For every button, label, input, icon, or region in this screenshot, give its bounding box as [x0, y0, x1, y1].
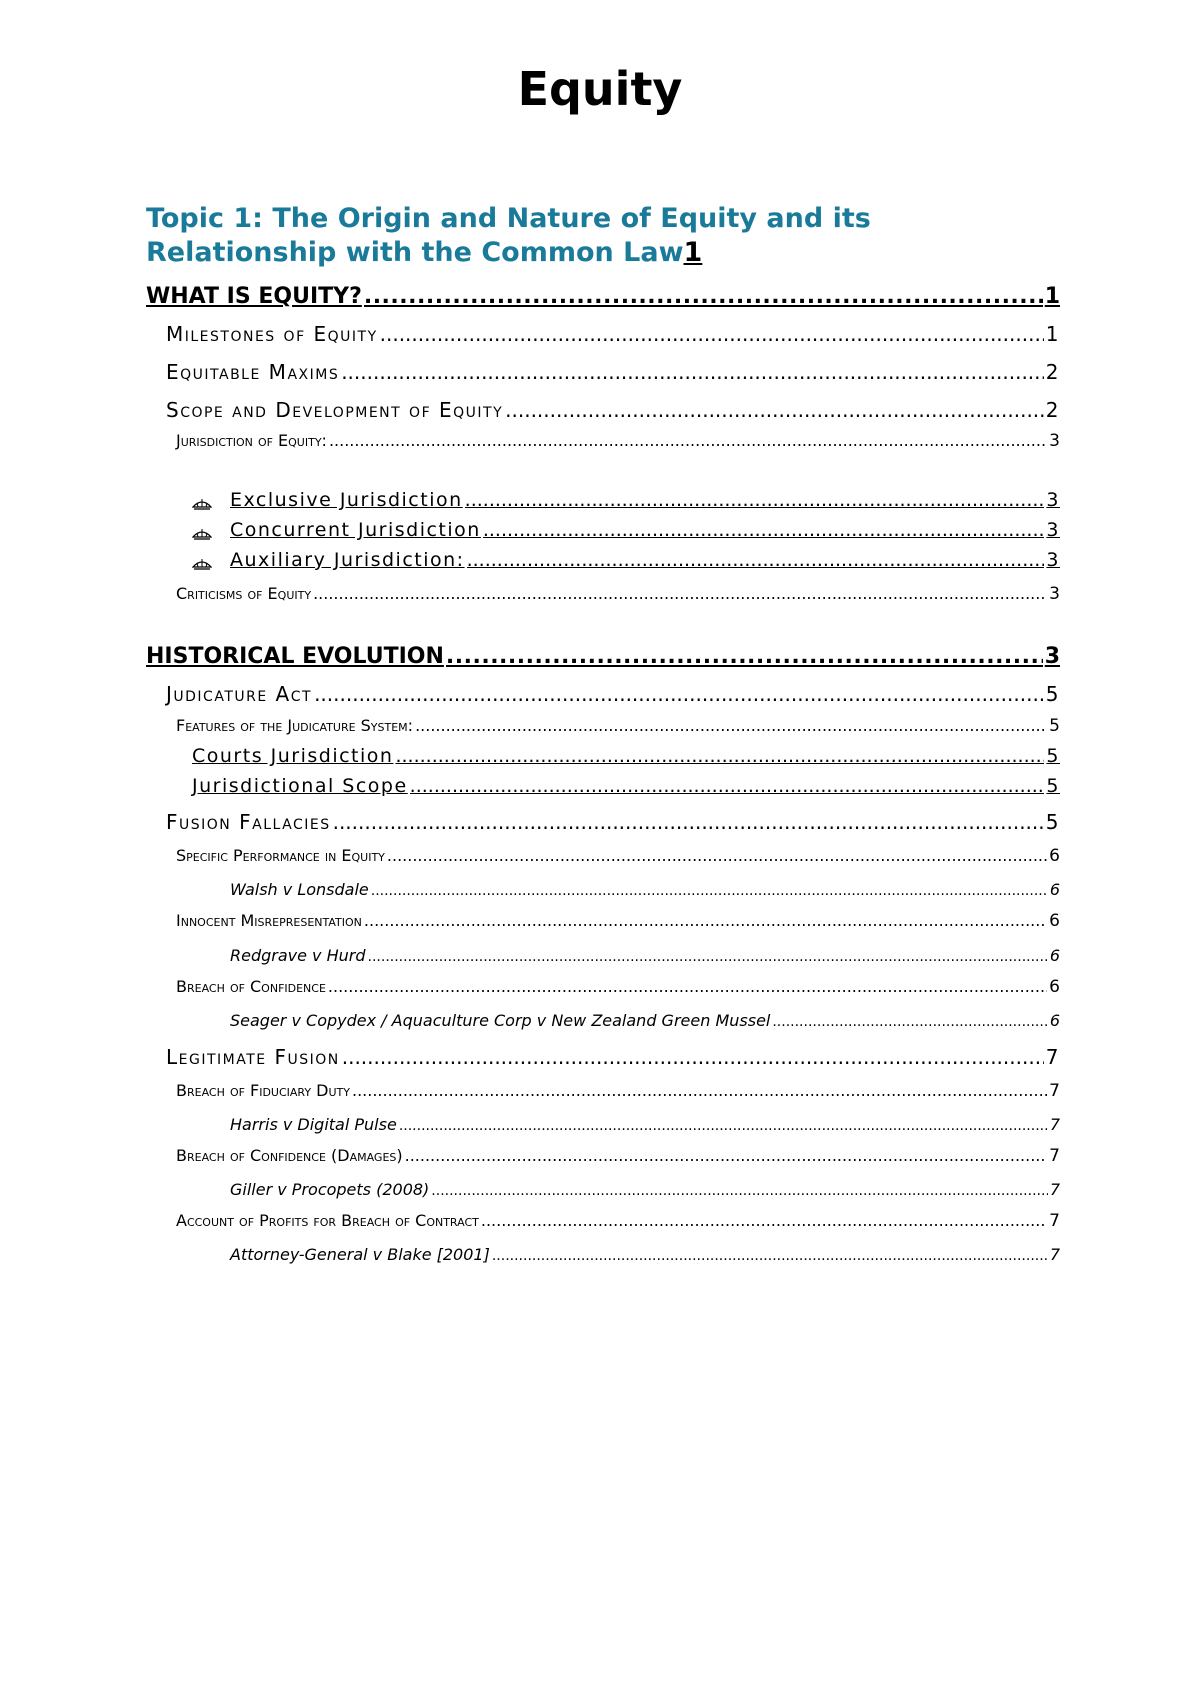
toc-entry-blake[interactable]: Attorney-General v Blake [2001] ..... 7: [230, 1245, 1060, 1264]
toc-leader: [772, 1014, 1047, 1030]
toc-leader: [410, 775, 1045, 797]
toc-entry-courts[interactable]: Courts Jurisdiction ..... 5: [192, 745, 1060, 767]
toc-leader: [328, 977, 1047, 996]
toc-leader: [415, 716, 1047, 735]
umbrella-icon: [192, 526, 212, 546]
toc-leader: [465, 489, 1045, 511]
toc-leader: [395, 745, 1044, 767]
toc-leader: [483, 519, 1045, 541]
toc-entry-redgrave[interactable]: Redgrave v Hurd ..... 6: [230, 946, 1060, 965]
toc-entry-account[interactable]: Account of Profits for Breach of Contract ..... 7: [176, 1211, 1060, 1231]
toc-entry-confidence[interactable]: Breach of Confidence ..... 6: [176, 977, 1060, 997]
toc-entry-auxiliary[interactable]: Auxiliary Jurisdiction: ..... 3: [230, 549, 1060, 571]
toc-leader: [341, 360, 1044, 384]
toc-topic-line2: Relationship with the Common Law: [146, 237, 684, 268]
toc-entry-historical[interactable]: HISTORICAL EVOLUTION ..... 3: [146, 644, 1060, 669]
toc-entry-jurisdiction[interactable]: Jurisdiction of Equity: ..... 3: [176, 431, 1060, 451]
toc-leader: [505, 398, 1044, 422]
toc-leader: [352, 1081, 1047, 1100]
toc-leader: [313, 584, 1047, 603]
toc-entry-jscope[interactable]: Jurisdictional Scope ..... 5: [192, 775, 1060, 797]
document-title: Equity: [517, 62, 683, 116]
toc-leader: [467, 549, 1045, 571]
toc-leader: [314, 682, 1044, 706]
toc-entry-specific[interactable]: Specific Performance in Equity ..... 6: [176, 846, 1060, 866]
toc-entry-fiduciary[interactable]: Breach of Fiduciary Duty ..... 7: [176, 1081, 1060, 1101]
toc-leader: [333, 810, 1044, 834]
toc-entry-maxims[interactable]: Equitable Maxims ..... 2: [166, 360, 1060, 384]
toc-leader: [405, 1146, 1048, 1165]
toc-leader: [399, 1118, 1048, 1134]
toc-entry-milestones[interactable]: Milestones of Equity ..... 1: [166, 322, 1060, 346]
toc-entry-judicature[interactable]: Judicature Act ..... 5: [166, 682, 1060, 706]
toc-entry-criticisms[interactable]: Criticisms of Equity ..... 3: [176, 584, 1060, 604]
toc-leader: [492, 1248, 1048, 1264]
toc-entry-what-is-equity[interactable]: WHAT IS EQUITY? ..... 1: [146, 284, 1060, 309]
toc-page-number: 1: [683, 237, 703, 268]
toc-leader: [380, 322, 1044, 346]
toc-entry-concurrent[interactable]: Concurrent Jurisdiction ..... 3: [230, 519, 1060, 541]
toc-leader: [364, 284, 1043, 309]
umbrella-icon: [192, 496, 212, 516]
toc-leader: [387, 846, 1047, 865]
toc-entry-exclusive[interactable]: Exclusive Jurisdiction ..... 3: [230, 489, 1060, 511]
toc-entry-seager[interactable]: Seager v Copydex / Aquaculture Corp v New Zealand Green Mussel ..... 6: [230, 1011, 1060, 1030]
toc-leader: [342, 1045, 1044, 1069]
toc-leader: [481, 1211, 1047, 1230]
toc-entry-confidence-damages[interactable]: Breach of Confidence (Damages) ..... 7: [176, 1146, 1060, 1166]
toc-entry-innocent[interactable]: Innocent Misrepresentation ..... 6: [176, 911, 1060, 931]
toc-leader: [446, 644, 1043, 669]
toc-entry-giller[interactable]: Giller v Procopets (2008) ..... 7: [230, 1180, 1060, 1199]
toc-entry-features[interactable]: Features of the Judicature System: ..... 5: [176, 716, 1060, 736]
toc-leader: [368, 949, 1048, 965]
toc-entry-scope[interactable]: Scope and Development of Equity ..... 2: [166, 398, 1060, 422]
toc-entry-walsh[interactable]: Walsh v Lonsdale ..... 6: [230, 880, 1060, 899]
umbrella-icon: [192, 556, 212, 576]
toc-topic-heading[interactable]: [146, 202, 1060, 270]
toc-entry-fallacies[interactable]: Fusion Fallacies ..... 5: [166, 810, 1060, 834]
toc-entry-legitimate[interactable]: Legitimate Fusion ..... 7: [166, 1045, 1060, 1069]
toc-topic-line1: Topic 1: The Origin and Nature of Equity and its: [146, 203, 871, 234]
toc-entry-harris[interactable]: Harris v Digital Pulse ..... 7: [230, 1115, 1060, 1134]
toc-leader: [329, 431, 1047, 450]
toc-leader: [371, 883, 1048, 899]
toc-leader: [431, 1183, 1048, 1199]
toc-leader: [364, 911, 1047, 930]
